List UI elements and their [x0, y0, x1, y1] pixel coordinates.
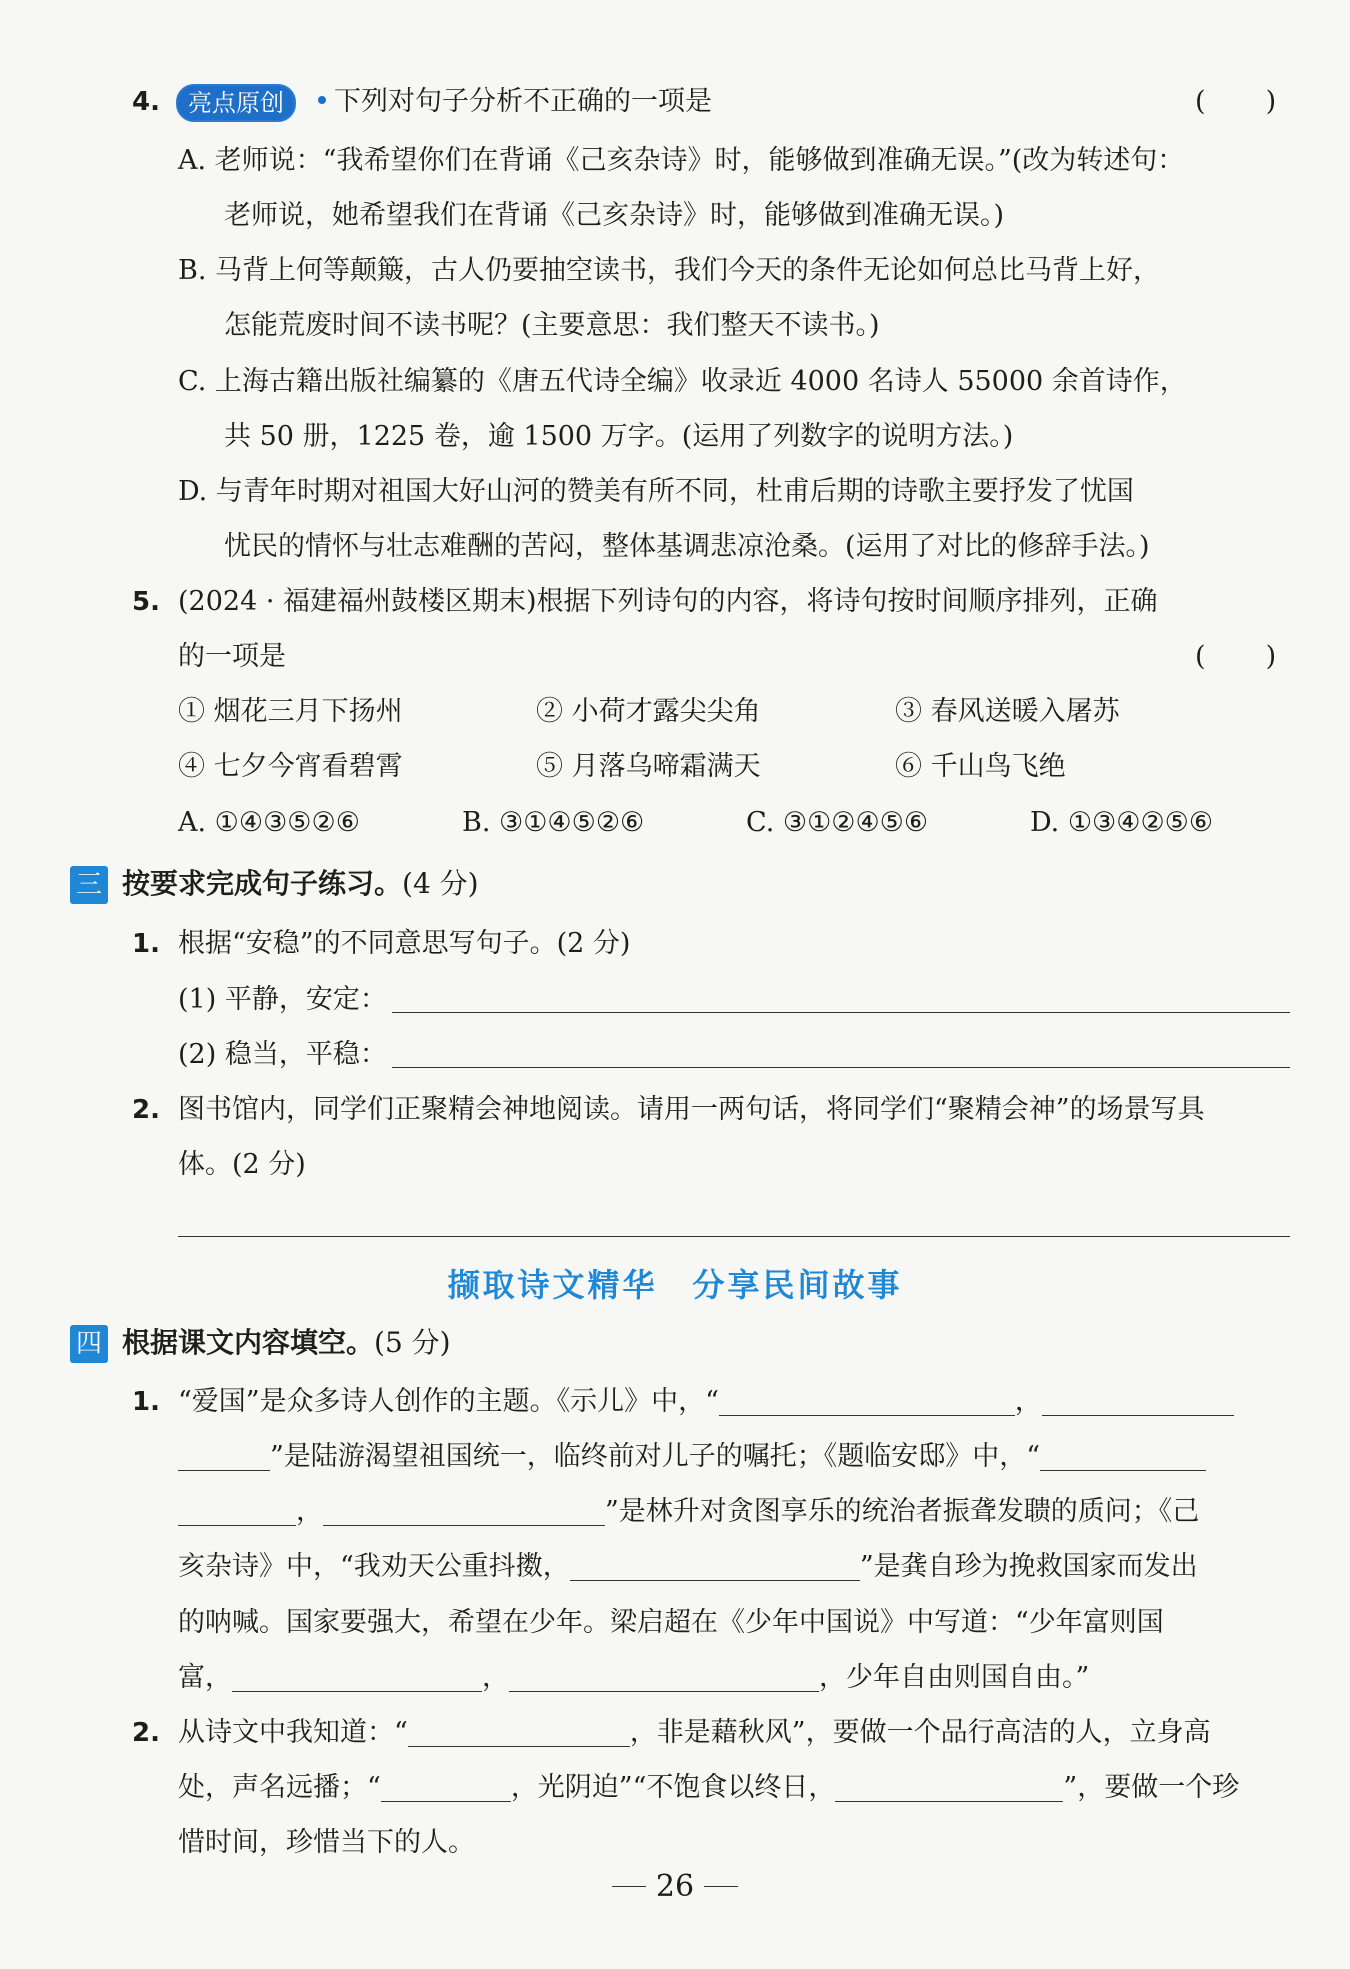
s3-question-2-line1: 图书馆内，同学们正聚精会神地阅读。请用一两句话，将同学们“聚精会神”的场景写具: [178, 1094, 1205, 1125]
option-c-line2: 共 50 册，1225 卷，逾 1500 万字。(运用了列数字的说明方法。): [224, 421, 1014, 452]
highlight-original-tag: 亮点原创: [176, 84, 296, 122]
section-3-title-text: 按要求完成句子练习。: [122, 867, 403, 900]
s3-question-2-number: 2.: [132, 1095, 160, 1125]
fill-blank[interactable]: [1042, 1385, 1234, 1416]
s3-q1-part2-label: (2) 稳当，平稳：: [178, 1039, 387, 1070]
question-5-number: 5.: [132, 587, 160, 617]
s4-q1-line2-text: ”是陆游渴望祖国统一，临终前对儿子的嘱托；《题临安邸》中，“: [270, 1441, 1041, 1472]
option-d-line1: D. 与青年时期对祖国大好山河的赞美有所不同，杜甫后期的诗歌主要抒发了忧国: [178, 476, 1134, 507]
s4-q2-line2-text-c: ”，要做一个珍: [1063, 1772, 1240, 1803]
s4-q1-line4: [178, 1547, 1198, 1587]
section-3-title: [122, 864, 479, 904]
s4-question-2-number: 2.: [132, 1718, 160, 1748]
s4-q2-line2: [178, 1768, 1239, 1808]
s4-q2-line3: 惜时间，珍惜当下的人。: [178, 1827, 475, 1858]
poem-line-item: ⑥ 千山鸟飞绝: [895, 751, 1066, 782]
fill-blank[interactable]: [323, 1495, 605, 1526]
s3-question-2-line2: 体。(2 分): [178, 1149, 306, 1180]
tag-dot-icon: [318, 96, 326, 104]
fill-blank[interactable]: [232, 1661, 482, 1692]
section-3-points: (4 分): [402, 867, 479, 900]
answer-option-b: B. ③①④⑤②⑥: [462, 807, 645, 838]
answer-option-a: A. ①④③⑤②⑥: [178, 807, 360, 838]
section-3-badge: 三: [70, 866, 108, 904]
poem-line-item: ④ 七夕今宵看碧霄: [178, 751, 403, 782]
fill-blank[interactable]: [408, 1716, 630, 1747]
question-5-line2: 的一项是: [178, 641, 286, 672]
s4-q2-line1-text-b: ，非是藉秋风”，要做一个品行高洁的人，立身高: [629, 1717, 1211, 1748]
section-4-badge: 四: [70, 1325, 108, 1363]
poem-line-item: ③ 春风送暖入屠苏: [895, 696, 1120, 727]
unit-banner-title: 撷取诗文精华 分享民间故事: [447, 1266, 903, 1304]
s3-q1-part1-answer-line[interactable]: [392, 1012, 1290, 1013]
section-4-points: (5 分): [374, 1326, 451, 1359]
s3-q1-part2-answer-line[interactable]: [392, 1067, 1290, 1068]
poem-line-item: ⑤ 月落乌啼霜满天: [536, 751, 761, 782]
s4-q1-line3: ， ”是林升对贪图享乐的统治者振聋发聩的质问；《己: [178, 1492, 1199, 1532]
s4-q1-line2: [178, 1437, 1206, 1477]
fill-blank[interactable]: [1040, 1440, 1206, 1471]
s4-q1-line3-text: ”是林升对贪图享乐的统治者振聋发聩的质问；《己: [605, 1496, 1200, 1527]
option-c-line1: C. 上海古籍出版社编纂的《唐五代诗全编》收录近 4000 名诗人 55000 余首诗作，: [178, 366, 1187, 397]
option-d-line2: 忧民的情怀与壮志难酬的苦闷，整体基调悲凉沧桑。(运用了对比的修辞手法。): [224, 531, 1150, 562]
fill-blank[interactable]: [178, 1440, 270, 1471]
s4-q2-line2-text-a: 处，声名远播；“: [178, 1772, 381, 1803]
fill-blank[interactable]: [178, 1495, 296, 1526]
s4-q1-line1: “爱国”是众多诗人创作的主题。《示儿》中，“ ，: [178, 1382, 1234, 1422]
fill-blank[interactable]: [509, 1661, 819, 1692]
fill-blank[interactable]: [719, 1385, 1015, 1416]
question-5-answer-paren: ( ): [1195, 641, 1277, 672]
page-number-dash-right: [704, 1886, 738, 1887]
option-a-line1: A. 老师说：“我希望你们在背诵《己亥杂诗》时，能够做到准确无误。”(改为转述句：: [178, 145, 1185, 176]
s4-q1-line6-text-b: ，少年自由则国自由。”: [819, 1662, 1090, 1693]
s4-q2-line1: [178, 1713, 1211, 1753]
answer-option-d: D. ①③④②⑤⑥: [1030, 807, 1214, 838]
s3-q2-answer-line[interactable]: [178, 1236, 1290, 1237]
s4-question-1-number: 1.: [132, 1387, 160, 1417]
fill-blank[interactable]: [381, 1771, 511, 1802]
s3-q1-part1-label: (1) 平静，安定：: [178, 984, 387, 1015]
question-4-answer-paren: ( ): [1195, 86, 1277, 117]
s4-q1-line4-text-a: 亥杂诗》中，“我劝天公重抖擞，: [178, 1551, 570, 1582]
section-4-title: [122, 1323, 451, 1363]
s4-q1-line5: 的呐喊。国家要强大，希望在少年。梁启超在《少年中国说》中写道：“少年富则国: [178, 1607, 1164, 1638]
s4-q1-line6-text-a: 富，: [178, 1662, 232, 1693]
fill-blank[interactable]: [570, 1550, 860, 1581]
option-b-line2: 怎能荒废时间不读书呢？(主要意思：我们整天不读书。): [224, 310, 880, 341]
s4-q1-line1-text: “爱国”是众多诗人创作的主题。《示儿》中，“: [178, 1386, 719, 1417]
poem-line-item: ② 小荷才露尖尖角: [536, 696, 761, 727]
page-number-value: 26: [655, 1869, 695, 1904]
question-4-number: 4.: [132, 87, 160, 117]
poem-line-item: ① 烟花三月下扬州: [178, 696, 403, 727]
page-number: [0, 1869, 1350, 1904]
question-5-line1: (2024 · 福建福州鼓楼区期末)根据下列诗句的内容，将诗句按时间顺序排列，正确: [178, 586, 1158, 617]
question-4-stem: 下列对句子分析不正确的一项是: [334, 86, 712, 117]
option-a-line2: 老师说，她希望我们在背诵《己亥杂诗》时，能够做到准确无误。): [224, 200, 1005, 231]
fill-blank[interactable]: [835, 1771, 1063, 1802]
answer-option-c: C. ③①②④⑤⑥: [746, 807, 929, 838]
section-4-title-text: 根据课文内容填空。: [122, 1326, 375, 1359]
option-b-line1: B. 马背上何等颠簸，古人仍要抽空读书，我们今天的条件无论如何总比马背上好，: [178, 255, 1161, 286]
s4-q2-line2-text-b: ，光阴迫”“不饱食以终日，: [510, 1772, 836, 1803]
s4-q1-line6: 富， ， ，少年自由则国自由。”: [178, 1662, 1090, 1693]
s4-q1-line4-text-b: ”是龚自珍为挽救国家而发出: [859, 1551, 1198, 1582]
s3-question-1-text: 根据“安稳”的不同意思写句子。(2 分): [178, 928, 631, 959]
page-number-dash-left: [612, 1886, 646, 1887]
s3-question-1-number: 1.: [132, 929, 160, 959]
s4-q2-line1-text-a: 从诗文中我知道：“: [178, 1717, 408, 1748]
